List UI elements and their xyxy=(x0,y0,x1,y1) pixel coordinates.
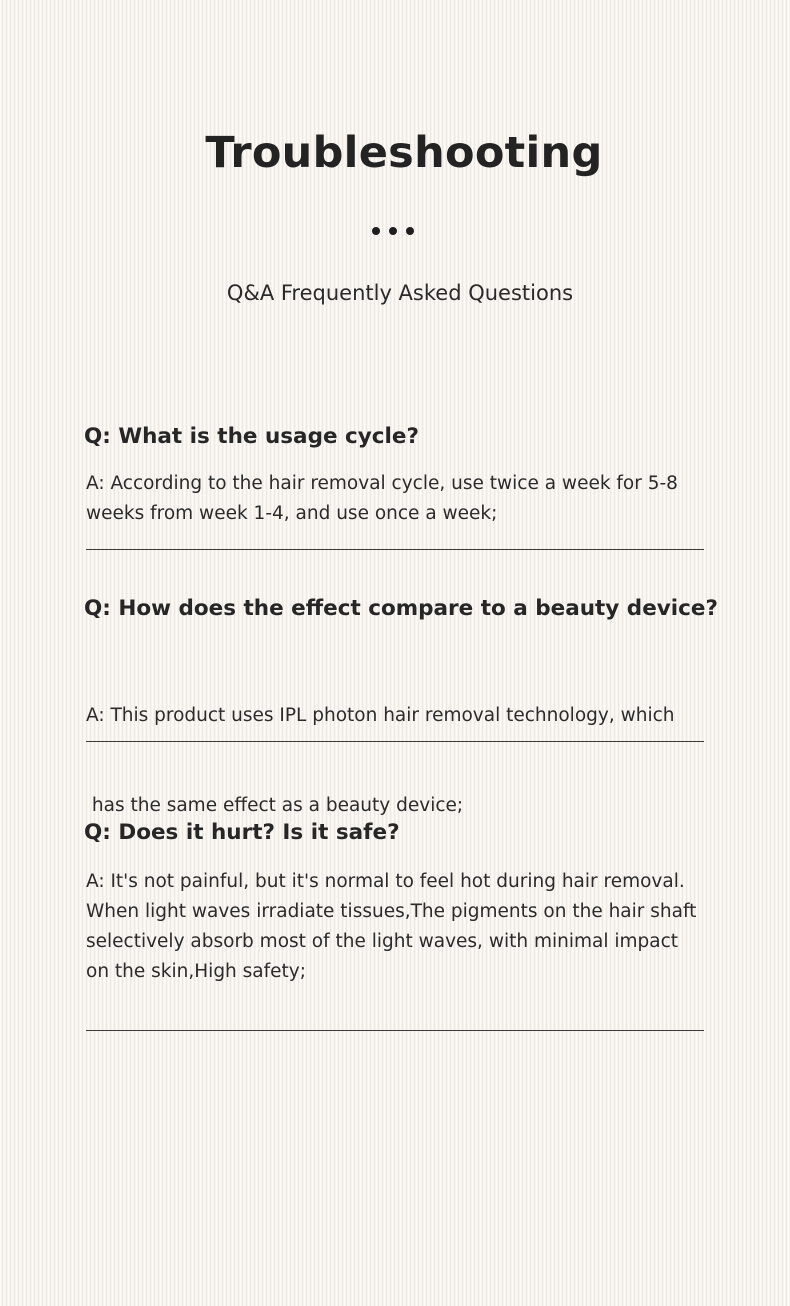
faq-question: Q: What is the usage cycle? xyxy=(84,424,419,449)
divider xyxy=(86,1030,704,1031)
faq-question: Q: How does the effect compare to a beauty device? xyxy=(84,596,718,621)
page-title: Troubleshooting xyxy=(205,128,603,178)
faq-answer-line: selectively absorb most of the light waves, with minimal impact xyxy=(86,931,679,952)
faq-answer-line: A: It's not painful, but it's normal to feel hot during hair removal. xyxy=(86,871,685,892)
page-subtitle: Q&A Frequently Asked Questions xyxy=(226,281,574,305)
faq-answer-line: When light waves irradiate tissues,The pigments on the hair shaft xyxy=(86,901,697,922)
faq-answer-line: weeks from week 1-4, and use once a week; xyxy=(86,503,498,524)
divider xyxy=(86,741,704,742)
faq-answer-line: A: This product uses IPL photon hair removal technology, which xyxy=(86,705,675,726)
faq-answer xyxy=(86,469,744,529)
dot-icon xyxy=(372,227,380,235)
faq-answer xyxy=(86,867,744,987)
faq-item-usage-cycle xyxy=(84,424,744,529)
faq-answer-line: on the skin,High safety; xyxy=(86,961,306,982)
divider xyxy=(86,549,704,550)
dot-icon xyxy=(406,227,414,235)
faq-answer-line: has the same effect as a beauty device; xyxy=(86,795,464,816)
faq-question: Q: Does it hurt? Is it safe? xyxy=(84,820,400,845)
faq-answer-line: A: According to the hair removal cycle, use twice a week for 5-8 xyxy=(86,473,678,494)
dot-icon xyxy=(389,227,397,235)
ellipsis-ornament xyxy=(372,227,414,235)
faq-item-safety xyxy=(84,820,744,987)
